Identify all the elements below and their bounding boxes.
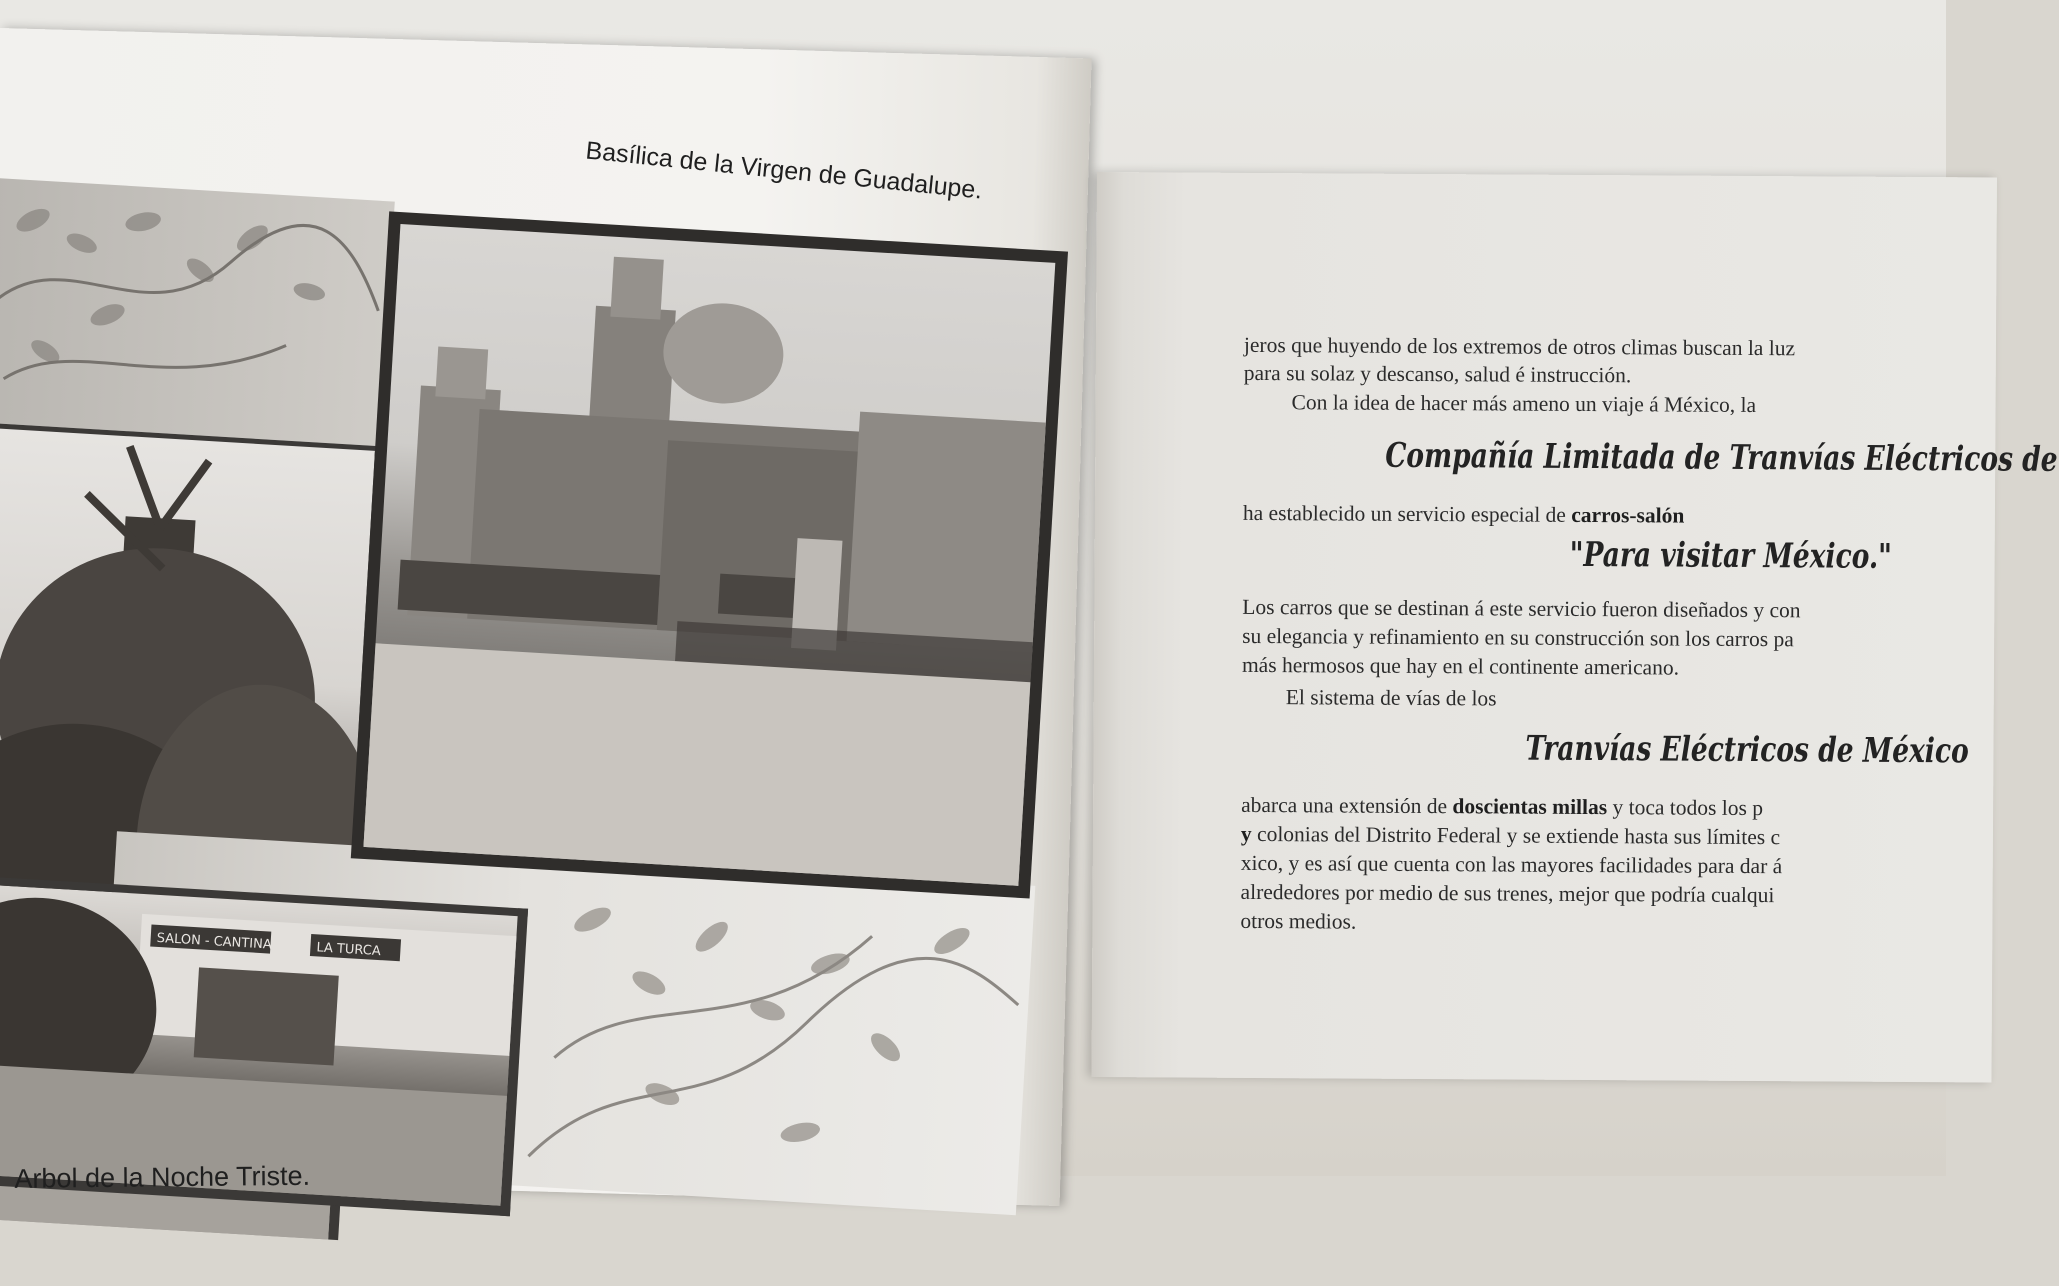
paragraph3-line-1 <box>1241 793 1763 821</box>
tagline: "Para visitar México." <box>1569 534 1893 577</box>
paragraph3-line1-text: abarca una extensión de <box>1241 792 1453 819</box>
company-heading: Compañía Limitada de Tranvías Eléctricos de <box>1385 435 2058 480</box>
paragraph2-line-3: más hermosos que hay en el continente americano. <box>1241 652 1680 680</box>
tram-heading: Tranvías Eléctricos de México <box>1525 728 1969 772</box>
photo-caption: Arbol de la Noche Triste. <box>14 1160 311 1194</box>
sign-salon: SALON - CANTINA <box>156 930 273 953</box>
paragraph2-line-2: su elegancia y refinamiento en su construcción son los carros pa <box>1242 623 1794 652</box>
system-intro: El sistema de vías de los <box>1285 685 1497 711</box>
floral-ornament-icon <box>0 178 395 446</box>
paragraph3-line-2 <box>1241 822 1780 850</box>
left-page <box>0 28 1092 1206</box>
paragraph3-line-4: alrededores por medio de sus trenes, mejor que podría cualqui <box>1240 879 1775 908</box>
basilica-photo <box>363 224 1055 886</box>
paragraph3-line-5: otros medios. <box>1240 908 1357 934</box>
paragraph3-line2-bold: y <box>1240 821 1252 846</box>
paragraph2-line-1: Los carros que se destinan á este servicio fueron diseñados y con <box>1242 594 1801 623</box>
text-line-3: Con la idea de hacer más ameno un viaje á México, la <box>1291 390 1757 418</box>
basilica-photo-frame <box>351 211 1068 898</box>
service-line <box>1243 501 1685 529</box>
doscientas-millas-text: doscientas millas <box>1452 794 1608 820</box>
service-line-text: ha establecido un servicio especial de <box>1242 500 1572 527</box>
page-header: Basílica de la Virgen de Guadalupe. <box>584 136 984 205</box>
ornament-band <box>0 178 395 456</box>
paragraph3-line2-text: colonias del Distrito Federal y se extiende hasta sus límites c <box>1251 821 1781 850</box>
paragraph3-line1-suffix: y toca todos los p <box>1607 795 1764 821</box>
paragraph3-line-3: xico, y es así que cuenta con las mayores facilidades para dar á <box>1240 850 1783 879</box>
right-page <box>1091 172 2058 1082</box>
text-line-1: jeros que huyendo de los extremos de otros climas buscan la luz <box>1243 332 1796 361</box>
text-line-2: para su solaz y descanso, salud é instrucción. <box>1243 360 1632 388</box>
photo-plate <box>0 168 1076 1190</box>
sign-la-turca: LA TURCA <box>315 940 382 960</box>
carros-salon-text: carros-salón <box>1571 502 1685 528</box>
